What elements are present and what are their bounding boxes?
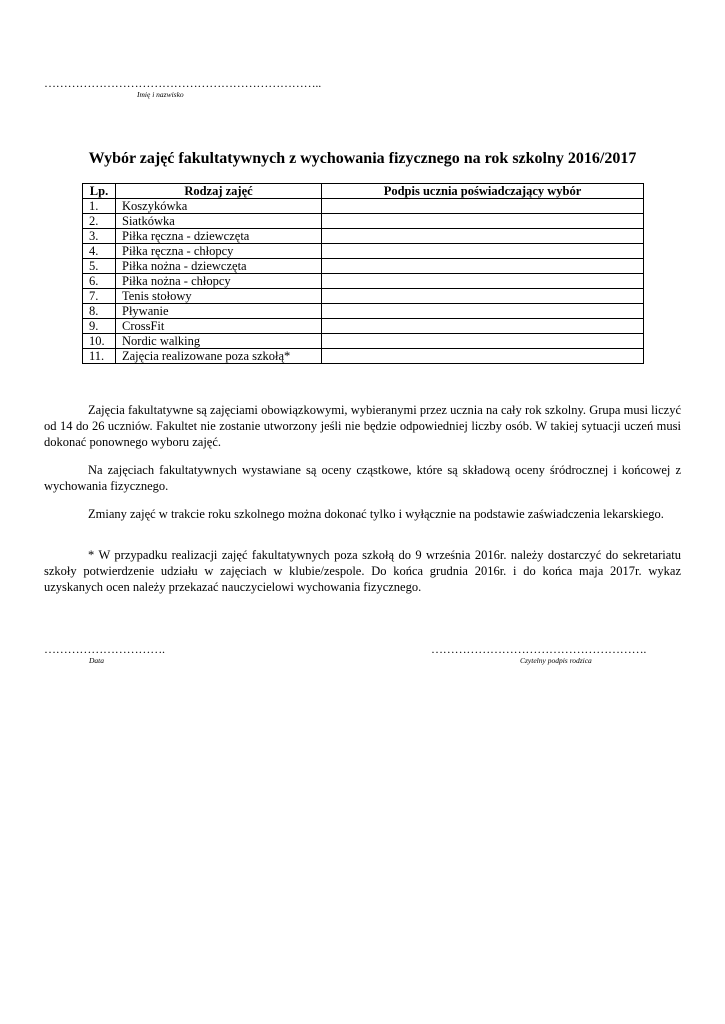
- table-row: [83, 229, 644, 244]
- paragraph-changes: Zmiany zajęć w trakcie roku szkolnego można dokonać tylko i wyłącznie na podstawie zaświadczenia lekarskiego.: [88, 507, 664, 521]
- signature-cell[interactable]: [322, 334, 644, 349]
- row-number: 6.: [83, 274, 116, 289]
- activity-name: Zajęcia realizowane poza szkołą*: [116, 349, 322, 364]
- activity-name: Piłka nożna - dziewczęta: [116, 259, 322, 274]
- paragraph-external-note: * W przypadku realizacji zajęć fakultatywnych poza szkołą do 9 września 2016r. należy dostarczyć do sekretariatu szkoły potwierdzenie udziału w zajęciach w klubie/zespole. Do końca grudnia 2016r. i do końca maja 2017r. wykaz uzyskanych ocen należy przekazać nauczycielowi wychowania fizycznego.: [44, 548, 681, 594]
- column-header-signature: Podpis ucznia poświadczający wybór: [322, 184, 644, 199]
- signature-cell[interactable]: [322, 229, 644, 244]
- paragraph-grades: Na zajęciach fakultatywnych wystawiane są oceny cząstkowe, które są składową oceny śródrocznej i końcowej z wychowania fizycznego.: [44, 463, 681, 493]
- table-row: [83, 199, 644, 214]
- activity-name: Siatkówka: [116, 214, 322, 229]
- activity-name: Pływanie: [116, 304, 322, 319]
- row-number: 3.: [83, 229, 116, 244]
- activity-name: Piłka nożna - chłopcy: [116, 274, 322, 289]
- signature-cell[interactable]: [322, 304, 644, 319]
- row-number: 5.: [83, 259, 116, 274]
- table-row: [83, 349, 644, 364]
- name-caption: Imię i nazwisko: [137, 90, 184, 99]
- signature-cell[interactable]: [322, 259, 644, 274]
- table-row: [83, 244, 644, 259]
- table-row: [83, 274, 644, 289]
- activity-name: Tenis stołowy: [116, 289, 322, 304]
- signature-cell[interactable]: [322, 199, 644, 214]
- activity-name: Nordic walking: [116, 334, 322, 349]
- row-number: 7.: [83, 289, 116, 304]
- row-number: 8.: [83, 304, 116, 319]
- activities-table: [82, 183, 644, 364]
- activity-name: CrossFit: [116, 319, 322, 334]
- table-row: [83, 259, 644, 274]
- signature-cell[interactable]: [322, 244, 644, 259]
- column-header-lp: Lp.: [83, 184, 116, 199]
- date-caption: Data: [89, 656, 104, 665]
- table-row: [83, 289, 644, 304]
- row-number: 10.: [83, 334, 116, 349]
- signature-cell[interactable]: [322, 289, 644, 304]
- activity-name: Koszykówka: [116, 199, 322, 214]
- signature-dotted-line: ……………………………………………….: [431, 642, 647, 656]
- name-dotted-line: ……………………………………………………………..: [44, 76, 322, 90]
- signature-caption: Czytelny podpis rodzica: [520, 656, 592, 665]
- activity-name: Piłka ręczna - chłopcy: [116, 244, 322, 259]
- paragraph-rules: Zajęcia fakultatywne są zajęciami obowiązkowymi, wybieranymi przez ucznia na cały rok szkolny. Grupa musi liczyć od 14 do 26 uczniów. Fakultet nie zostanie utworzony jeśli nie będzie odpowiedniej liczby osób. W takiej sytuacji uczeń musi dokonać ponownego wyboru zajęć.: [44, 403, 681, 449]
- signature-cell[interactable]: [322, 274, 644, 289]
- page-title: Wybór zajęć fakultatywnych z wychowania fizycznego na rok szkolny 2016/2017: [88, 150, 637, 167]
- row-number: 4.: [83, 244, 116, 259]
- table-header-row: [83, 184, 644, 199]
- row-number: 2.: [83, 214, 116, 229]
- activity-name: Piłka ręczna - dziewczęta: [116, 229, 322, 244]
- row-number: 1.: [83, 199, 116, 214]
- table-row: [83, 334, 644, 349]
- signature-cell[interactable]: [322, 214, 644, 229]
- row-number: 9.: [83, 319, 116, 334]
- table-row: [83, 304, 644, 319]
- table-row: [83, 319, 644, 334]
- signature-cell[interactable]: [322, 319, 644, 334]
- date-dotted-line: ………………………….: [44, 642, 165, 656]
- row-number: 11.: [83, 349, 116, 364]
- signature-cell[interactable]: [322, 349, 644, 364]
- table-row: [83, 214, 644, 229]
- column-header-activity: Rodzaj zajęć: [116, 184, 322, 199]
